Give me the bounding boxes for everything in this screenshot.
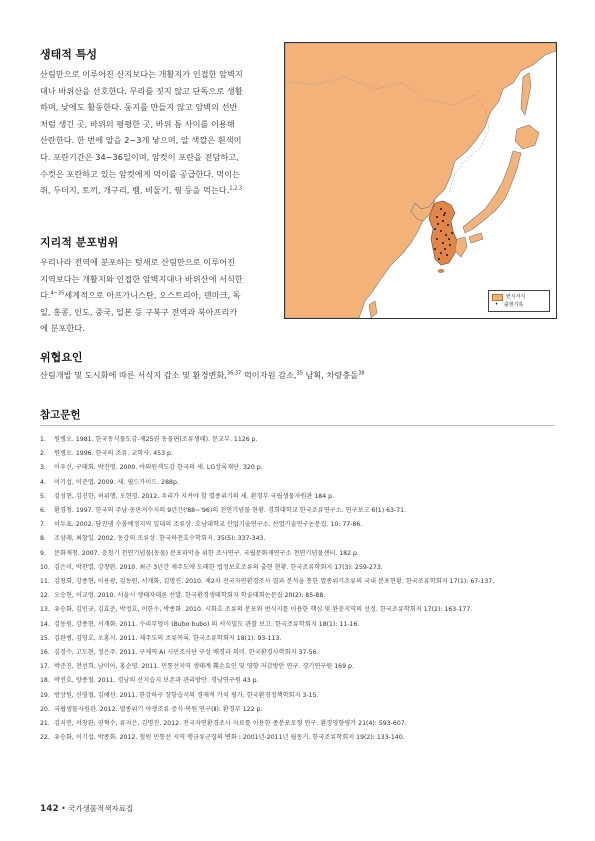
reference-item	[40, 589, 560, 603]
reference-number: 11.	[40, 578, 50, 586]
reference-text: 이두표. 2002. 담진댐 수몰예정지역 일대의 조류상. 호남대학교 산업기술연구소. 산업기술연구논문집. 10: 77-86.	[54, 521, 363, 529]
reference-text: 유승화, 이기섭, 박종화. 2012. 철원 민통선 지역 맹금류군집의 변화 : 2001년-2011년 월동기. 한국조류학회지 19(2): 133-140.	[54, 734, 405, 742]
ecology-paragraph	[40, 66, 278, 199]
occurrence-dot	[442, 220, 444, 222]
reference-item	[40, 731, 560, 745]
reference-item	[40, 476, 560, 490]
legend-label-breeding: 번식서식	[506, 294, 526, 300]
paragraph-line: 산란한다. 한 번에 알을 2~3개 낳으며, 알 색깔은 흰색이	[40, 135, 242, 146]
occurrence-dot	[434, 228, 436, 230]
occurrence-dot	[436, 238, 438, 240]
reference-number: 6.	[40, 507, 46, 515]
reference-item	[40, 646, 560, 660]
legend-label-record: 출현기록	[504, 302, 524, 308]
occurrence-dot	[448, 238, 450, 240]
occurrence-dot	[447, 224, 449, 226]
map-legend	[488, 290, 550, 312]
occurrence-dot	[449, 244, 451, 246]
paragraph-line: 수컷은 포란하고 있는 암컷에게 먹이를 공급한다. 먹이는	[40, 168, 241, 179]
page-footer	[40, 803, 133, 814]
occurrence-dot	[445, 234, 447, 236]
paragraph-line: 일, 홍콩, 인도, 중국, 일본 등 구북구 전역과 북아프리카	[40, 306, 238, 317]
legend-swatch-breeding	[492, 294, 503, 301]
reference-text: 유승화, 김인규, 김효준, 박정호, 이한수, 박종화. 2010. 시화호 조류의 분포와 번식지를 이용한 핵심 및 완충지역의 선정. 한국조류학회지 17(2): 163-177.	[54, 606, 473, 614]
occurrence-dot	[440, 230, 442, 232]
threat-ref-2: 35	[296, 370, 303, 377]
reference-item	[40, 717, 560, 731]
reference-number: 21.	[40, 720, 50, 728]
reference-number: 13.	[40, 606, 50, 614]
paragraph-line: 하며, 낮에도 활동한다. 둥지를 만들지 않고 암벽의 선반	[40, 102, 238, 113]
reference-item	[40, 561, 560, 575]
reference-number: 14.	[40, 620, 50, 628]
reference-text: 오승현, 이교영. 2010. 서울시 생태자대론 선발. 한국환경생태학회지 학술대회논문집 20(2): 85-88.	[54, 592, 326, 600]
reference-item	[40, 660, 560, 674]
reference-number: 22.	[40, 734, 50, 742]
occurrence-dot	[444, 212, 446, 214]
reference-text: 김은미, 박찬열, 강창완. 2010. 최근 3년간 제주도에 도래한 법정보호조류의 출현 현황. 한국조류학회지 17(3): 259-273.	[54, 563, 383, 571]
reference-item	[40, 618, 560, 632]
reference-text: 원병오. 1981. 한국동식물도감-제25권 동물편(조류생태). 문교부. 1126 p.	[54, 436, 258, 443]
reference-number: 18.	[40, 677, 50, 685]
threat-ref-1: 36,37	[226, 370, 242, 377]
occurrence-dot	[437, 223, 439, 225]
legend-item-breeding	[492, 293, 546, 301]
reference-item	[40, 547, 560, 561]
reference-text: 조삼래, 최창일. 2002. 동강의 조류상. 한국하천호수학회지. 35(5): 337-343.	[54, 535, 266, 543]
map-svg	[285, 43, 556, 318]
reference-text: 이우신, 구태회, 박진영. 2000. 야외원색도감 한국의 새. LG상록재단. 320 p.	[54, 464, 263, 472]
threat-text-1: 산림개발 및 도시화에 따른 서식지 감소 및 환경변화,	[40, 370, 227, 380]
reference-text: 환경청. 1997. 한국의 주남·동판저수지의 9년간('88~'96)의 천연기념물 현황. 경희대학교 한국조류연구소. 연구보고 6(1) 63-71.	[54, 507, 407, 515]
legend-dot-icon: •	[494, 301, 499, 308]
occurrence-dot	[440, 252, 442, 254]
paragraph-line: 쥐, 두더지, 토끼, 개구리, 뱀, 비둘기, 꿩 등을 먹는다.	[40, 185, 230, 196]
reference-item	[40, 447, 560, 461]
reference-item	[40, 433, 560, 447]
reference-text: 박진호, 양종철. 2011. 경남의 산지습지 보존과 관리방안. 경남연구원 43 p.	[54, 677, 259, 685]
reference-number: 15.	[40, 634, 50, 642]
threat-text-3: 남획, 차량충돌	[302, 370, 359, 380]
paragraph-line: 대나 바위산을 선호한다. 무리를 짓지 않고 단독으로 생활	[40, 85, 243, 96]
reference-number: 12.	[40, 592, 50, 600]
reference-item	[40, 703, 560, 717]
distribution-paragraph	[40, 254, 278, 337]
reference-number: 16.	[40, 649, 50, 657]
reference-text: 김성현, 김진한, 허위행, 오현경. 2012. 우리가 지켜야 할 멸종위기의 새. 환경부 국립생물자원관 184 p.	[54, 492, 335, 500]
reference-text: 김정수, 고도현, 정은주. 2011. 구제역·AI 시민조사단 구성 배경과 의미. 한국환경사학회지 37-56.	[54, 649, 319, 657]
paragraph-line: 지역보다는 개활지와 인접한 암벽지대나 바위산에 서식한	[40, 273, 243, 284]
occurrence-dot	[438, 258, 440, 260]
occurrence-dot	[446, 254, 448, 256]
reference-text: 김지연, 서창완, 권혁수, 류지은, 김명진. 2012. 전국자연환경조사 자료를 이용한 종분포모형 연구. 환경영향평가 21(4): 593-607.	[54, 720, 407, 728]
occurrence-dot	[444, 248, 446, 250]
references-list	[40, 433, 560, 745]
reference-number: 17.	[40, 663, 50, 671]
reference-item	[40, 504, 560, 518]
jeju-island	[438, 269, 444, 272]
reference-number: 19.	[40, 691, 50, 699]
reference-item	[40, 632, 560, 646]
reference-number: 10.	[40, 563, 50, 571]
section-title-threats: 위협요인	[40, 351, 83, 364]
paragraph-line: 다. 포란기간은 34~36일이며, 암컷이 포란을 전담하고,	[40, 151, 239, 162]
paragraph-line: 에 분포한다.	[40, 323, 85, 334]
reference-text: 이기섭, 이준엽. 2009. 새. 필드가이드. 288p.	[54, 478, 179, 486]
distribution-map	[284, 42, 557, 319]
occurrence-dot	[451, 232, 453, 234]
occurrence-dot	[443, 214, 445, 216]
paragraph-line: 처럼 생긴 곳, 바위의 평평한 곳, 바위 틈 사이를 이용해	[40, 118, 235, 129]
section-title-ecology: 생태적 특성	[40, 48, 97, 61]
paragraph-line: 산림만으로 이루어진 산지보다는 개활지가 인접한 암벽지	[40, 69, 243, 79]
references-title: 참고문헌	[40, 409, 81, 421]
reference-text: 국립생물자원관. 2012. 멸종위기 야생조류 증식·복원 연구(Ⅱ). 환경부 122 p.	[54, 705, 263, 713]
threat-text-2: 먹이자원 감소,	[241, 370, 297, 380]
reference-item	[40, 518, 560, 532]
reference-text: 문화재청. 2007. 충청기 천연기념물(동물) 분포파악을 위한 조사연구. 국립문화재연구소 천연기념물센터. 182 p.	[54, 549, 359, 557]
threats-paragraph	[40, 367, 555, 384]
occurrence-dot	[442, 242, 444, 244]
reference-text: 원병오. 1996. 한국의 조류. 교학사. 453 p.	[54, 450, 173, 458]
footer-title: 국가생물적색자료집	[68, 804, 134, 813]
footer-separator: •	[61, 804, 66, 813]
reference-text: 김창회, 강종현, 이용광, 김동원, 서재화, 김명진. 2010. 제2차 전국자연환경조사 결과 분석을 통한 멸종위기조류의 국내 분포현황. 한국조류학회지 17(1): 67-137.	[54, 578, 495, 586]
reference-item	[40, 603, 560, 617]
distribution-ref: 4~35	[50, 290, 65, 297]
reference-item	[40, 674, 560, 688]
paragraph-line: 다.	[40, 290, 51, 301]
reference-text: 방상원, 신영철, 김애선. 2011. 한강하구 장항습지의 경제적 가치 평가. 한국환경정책학회지 3-15.	[54, 691, 319, 699]
reference-number: 9.	[40, 549, 46, 557]
reference-number: 5.	[40, 492, 46, 500]
reference-number: 20.	[40, 705, 50, 713]
paragraph-line: 우리나라 전역에 분포하는 텃새로 산림만으로 이루어진	[40, 257, 235, 267]
ecology-ref: 1,2,3	[229, 185, 243, 192]
page-number: 142	[40, 804, 59, 814]
reference-number: 1.	[40, 436, 46, 443]
reference-number: 4.	[40, 478, 46, 486]
reference-item	[40, 532, 560, 546]
reference-number: 3.	[40, 464, 46, 472]
reference-number: 7.	[40, 521, 46, 529]
occurrence-dot	[436, 216, 438, 218]
reference-text: 김동원, 강종현, 서재화. 2011. 수리부엉이 (Bubo bubo) 의 서식밀도 관찰 보고. 한국조류학회지 18(1): 11-16.	[54, 620, 360, 628]
section-title-distribution: 지리적 분포범위	[40, 236, 119, 249]
reference-item	[40, 575, 560, 589]
legend-item-record	[492, 301, 546, 309]
occurrence-dot	[434, 248, 436, 250]
reference-text: 김완병, 김영호, 오홍식. 2011. 제주도의 조류목록. 한국조류학회지 18(1): 93-113.	[54, 634, 282, 642]
occurrence-dot	[440, 208, 442, 210]
paragraph-line: 세계적으로 아프가니스탄, 오스트리아, 덴마크, 독	[64, 290, 241, 301]
reference-number: 8.	[40, 535, 46, 543]
references-divider	[40, 425, 555, 426]
threat-ref-3: 38	[358, 370, 365, 377]
reference-item	[40, 689, 560, 703]
reference-item	[40, 461, 560, 475]
reference-number: 2.	[40, 450, 46, 458]
reference-item	[40, 490, 560, 504]
reference-text: 박준진, 전선희, 남미아, 홍순영. 2011. 민통선지역 생태계 훼손요인 및 영향 저감방안 연구. 경기연구원 169 p.	[54, 663, 354, 671]
